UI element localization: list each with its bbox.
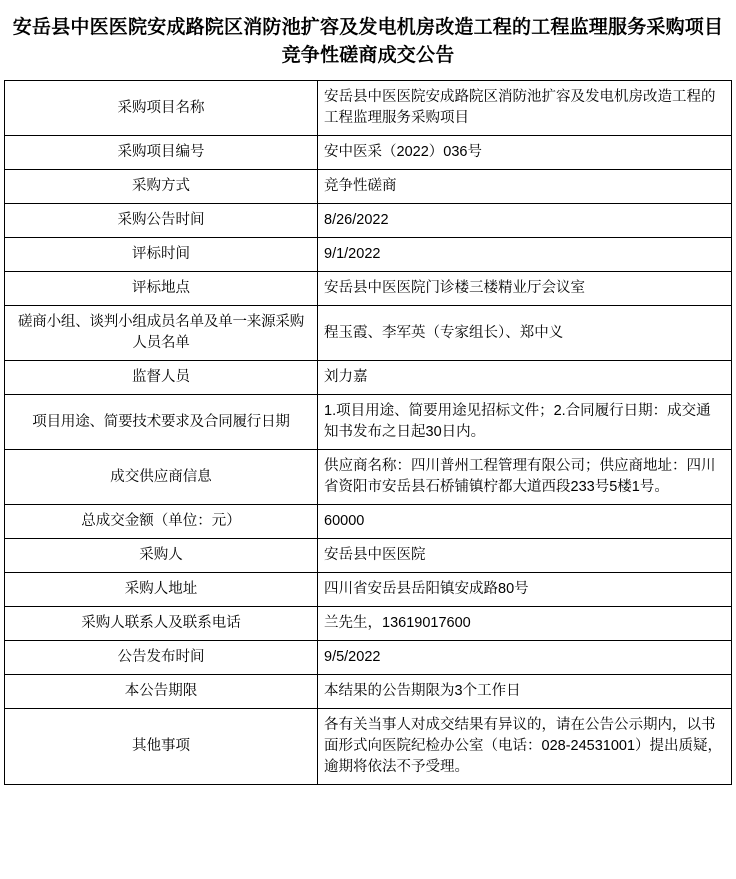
- table-row: [5, 204, 732, 238]
- table-row: [5, 136, 732, 170]
- table-row: [5, 505, 732, 539]
- row-value: 9/5/2022: [318, 641, 732, 675]
- row-label: 公告发布时间: [5, 641, 318, 675]
- row-label: 项目用途、简要技术要求及合同履行日期: [5, 395, 318, 450]
- table-row: [5, 238, 732, 272]
- table-row: [5, 81, 732, 136]
- row-value: 供应商名称：四川普州工程管理有限公司；供应商地址：四川省资阳市安岳县石桥铺镇柠都大道西段233号5楼1号。: [318, 450, 732, 505]
- table-row: [5, 607, 732, 641]
- row-value: 兰先生，13619017600: [318, 607, 732, 641]
- row-label: 磋商小组、谈判小组成员名单及单一来源采购人员名单: [5, 306, 318, 361]
- row-value: 四川省安岳县岳阳镇安成路80号: [318, 573, 732, 607]
- row-label: 采购人: [5, 539, 318, 573]
- row-label: 采购公告时间: [5, 204, 318, 238]
- row-label: 采购方式: [5, 170, 318, 204]
- table-row: [5, 450, 732, 505]
- row-label: 采购人地址: [5, 573, 318, 607]
- row-value: 安岳县中医医院安成路院区消防池扩容及发电机房改造工程的工程监理服务采购项目: [318, 81, 732, 136]
- table-row: [5, 709, 732, 785]
- row-value: 安岳县中医医院门诊楼三楼精业厅会议室: [318, 272, 732, 306]
- row-value: 竞争性磋商: [318, 170, 732, 204]
- table-row: [5, 272, 732, 306]
- row-label: 评标时间: [5, 238, 318, 272]
- row-label: 监督人员: [5, 361, 318, 395]
- table-row: [5, 361, 732, 395]
- row-value: 程玉霞、李军英（专家组长）、郑中义: [318, 306, 732, 361]
- row-label: 本公告期限: [5, 675, 318, 709]
- table-row: [5, 573, 732, 607]
- table-row: [5, 170, 732, 204]
- row-label: 采购人联系人及联系电话: [5, 607, 318, 641]
- row-label: 成交供应商信息: [5, 450, 318, 505]
- table-row: [5, 675, 732, 709]
- row-value: 各有关当事人对成交结果有异议的，请在公告公示期内，以书面形式向医院纪检办公室（电话：028-24531001）提出质疑，逾期将依法不予受理。: [318, 709, 732, 785]
- row-label: 采购项目名称: [5, 81, 318, 136]
- table-row: [5, 539, 732, 573]
- row-value: 60000: [318, 505, 732, 539]
- row-value: 9/1/2022: [318, 238, 732, 272]
- row-value: 本结果的公告期限为3个工作日: [318, 675, 732, 709]
- row-value: 1.项目用途、简要用途见招标文件；2.合同履行日期：成交通知书发布之日起30日内。: [318, 395, 732, 450]
- row-value: 安岳县中医医院: [318, 539, 732, 573]
- row-value: 安中医采（2022）036号: [318, 136, 732, 170]
- row-label: 采购项目编号: [5, 136, 318, 170]
- row-label: 其他事项: [5, 709, 318, 785]
- row-value: 8/26/2022: [318, 204, 732, 238]
- table-row: [5, 395, 732, 450]
- table-body: [5, 81, 732, 785]
- procurement-info-table: [4, 80, 732, 785]
- table-row: [5, 306, 732, 361]
- table-row: [5, 641, 732, 675]
- row-label: 评标地点: [5, 272, 318, 306]
- row-value: 刘力嘉: [318, 361, 732, 395]
- row-label: 总成交金额（单位：元）: [5, 505, 318, 539]
- page-title: 安岳县中医医院安成路院区消防池扩容及发电机房改造工程的工程监理服务采购项目竞争性磋商成交公告: [12, 17, 724, 66]
